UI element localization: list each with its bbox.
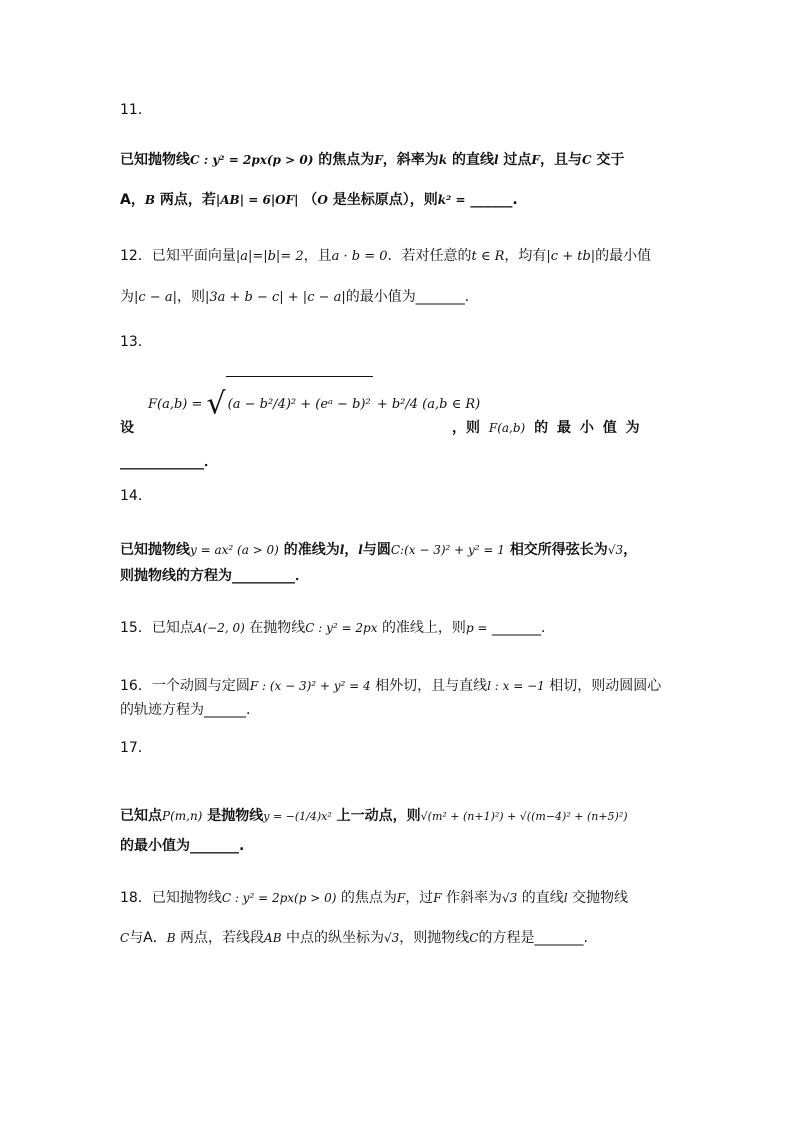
question-17-line-1: 已知点P(m,n) 是抛物线y = −(1/4)x² 上一动点，则√(m² + (n+1)²) + √((m−4)² + (n+5)²): [120, 808, 628, 824]
question-14-line-2: 则抛物线的方程为_________．: [120, 568, 309, 584]
question-13-line-1-right: ，则 F(a,b) 的 最 小 值 为: [452, 420, 640, 436]
question-16-line-2: 的轨迹方程为______.: [120, 702, 251, 718]
question-18-line-2: C与A．B 两点，若线段AB 中点的纵坐标为√3，则抛物线C的方程是_______.: [120, 930, 588, 946]
question-11-number: 11．: [120, 102, 152, 118]
question-14-number: 14．: [120, 488, 152, 504]
question-11-line-1: 已知抛物线C : y² = 2px(p > 0) 的焦点为F，斜率为k 的直线l 过点F，且与C 交于: [120, 152, 625, 168]
question-14-line-1: 已知抛物线y = ax² (a > 0) 的准线为l，l与圆C:(x − 3)² + y² = 1 相交所得弦长为√3，: [120, 542, 638, 558]
question-17-number: 17．: [120, 740, 152, 756]
question-13-formula: F(a,b) = √ (a − b²/4)² + (eᵃ − b)² + b²/4 (a,b ∈ R): [148, 376, 480, 433]
question-13-line-2: ____________．: [120, 454, 218, 470]
question-13-number: 13．: [120, 334, 152, 350]
question-12-line-1: 12．已知平面向量|a|=|b|= 2，且a · b = 0．若对任意的t ∈ R，均有|c + tb|的最小值: [120, 248, 652, 264]
question-13-line-1: 设: [120, 420, 134, 436]
question-18-line-1: 18．已知抛物线C : y² = 2px(p > 0) 的焦点为F，过F 作斜率为√3 的直线l 交抛物线: [120, 890, 628, 906]
question-11-line-2: A，B 两点，若|AB| = 6|OF| （O 是坐标原点），则k² = ______.: [120, 192, 518, 208]
question-17-line-2: 的最小值为_______.: [120, 838, 245, 854]
question-15-line-1: 15．已知点A(−2, 0) 在抛物线C : y² = 2px 的准线上，则p = _______.: [120, 620, 546, 636]
question-12-line-2: 为|c − a|，则|3a + b − c| + |c − a|的最小值为_______.: [120, 289, 470, 305]
question-16-line-1: 16．一个动圆与定圆F : (x − 3)² + y² = 4 相外切，且与直线l : x = −1 相切，则动圆圆心: [120, 678, 662, 694]
